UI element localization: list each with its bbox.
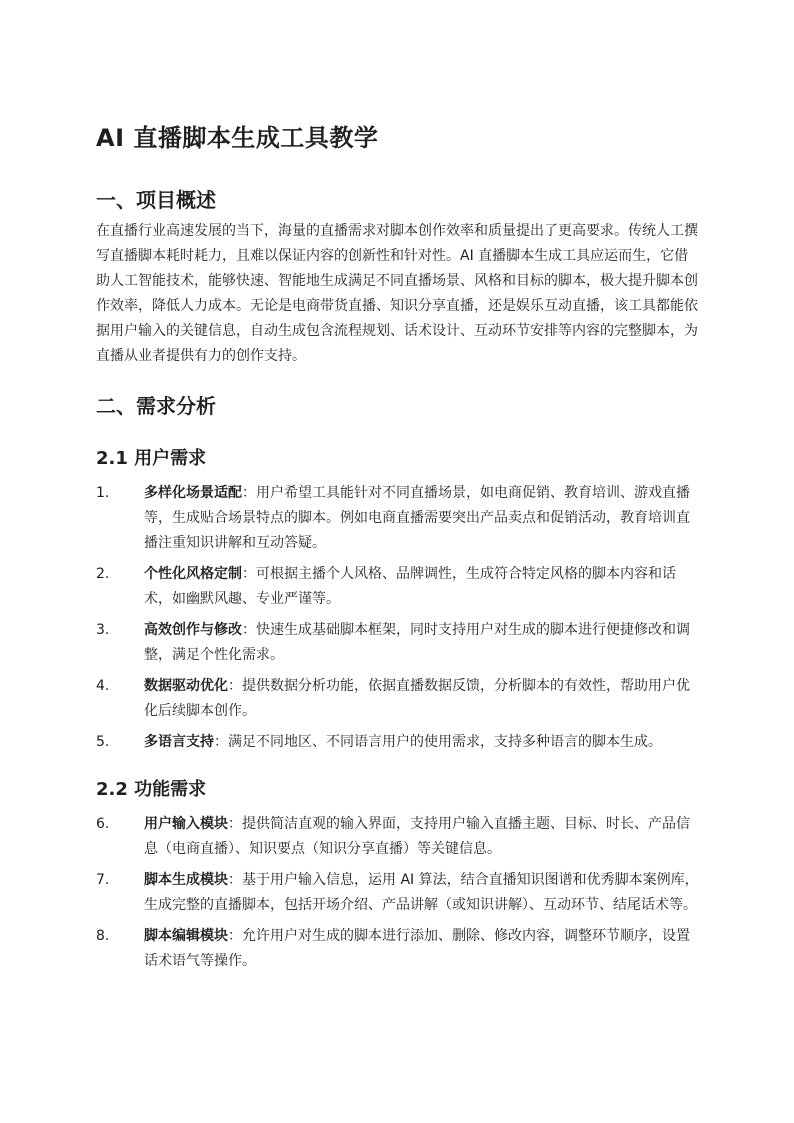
item-text: ：用户希望工具能针对不同直播场景，如电商促销、教育培训、游戏直播等，生成贴合场景特点的脚本。例如电商直播需要突出产品卖点和促销活动，教育培训直播注重知识讲解和互动答疑。	[144, 485, 690, 551]
list-item	[96, 868, 700, 918]
item-text: ：基于用户输入信息，运用 AI 算法，结合直播知识图谱和优秀脚本案例库，生成完整的直播脚本，包括开场介绍、产品讲解（或知识讲解）、互动环节、结尾话术等。	[144, 872, 699, 913]
list-item	[96, 812, 700, 862]
list-item	[96, 481, 700, 556]
user-needs-list	[96, 481, 700, 761]
item-label: 多语言支持	[144, 734, 214, 750]
item-text: ：提供数据分析功能，依据直播数据反馈，分析脚本的有效性，帮助用户优化后续脚本创作。	[144, 678, 690, 719]
item-text: ：满足不同地区、不同语言用户的使用需求，支持多种语言的脚本生成。	[214, 734, 662, 750]
item-number: 2.	[96, 566, 110, 582]
function-needs-list	[96, 812, 700, 980]
item-number: 1.	[96, 485, 110, 501]
item-number: 6.	[96, 816, 110, 832]
item-text: ：快速生成基础脚本框架，同时支持用户对生成的脚本进行便捷修改和调整，满足个性化需求。	[144, 622, 690, 663]
list-item	[96, 730, 700, 755]
item-number: 7.	[96, 872, 110, 888]
overview-paragraph: 在直播行业高速发展的当下，海量的直播需求对脚本创作效率和质量提出了更高要求。传统人工撰写直播脚本耗时耗力，且难以保证内容的创新性和针对性。AI 直播脚本生成工具应运而生，它借助人工智能技术，能够快速、智能地生成满足不同直播场景、风格和目标的脚本，极大提升脚本创作效率，降低人力成本。无论是电商带货直播、知识分享直播，还是娱乐互动直播，该工具都能依据用户输入的关键信息，自动生成包含流程规划、话术设计、互动环节安排等内容的完整脚本，为直播从业者提供有力的创作支持。	[96, 223, 698, 364]
subsection-heading-user-needs: 2.1 用户需求	[96, 448, 207, 469]
document-title: AI 直播脚本生成工具教学	[96, 124, 379, 152]
item-label: 数据驱动优化	[144, 678, 228, 694]
item-label: 用户输入模块	[144, 816, 228, 832]
item-label: 脚本生成模块	[144, 872, 228, 888]
section-heading-requirements: 二、需求分析	[96, 394, 216, 418]
section-heading-overview: 一、项目概述	[96, 188, 216, 212]
item-label: 多样化场景适配	[144, 485, 242, 501]
list-item	[96, 924, 700, 974]
list-item	[96, 562, 700, 612]
item-number: 5.	[96, 734, 110, 750]
item-text: ：允许用户对生成的脚本进行添加、删除、修改内容，调整环节顺序，设置话术语气等操作。	[144, 928, 690, 969]
item-label: 高效创作与修改	[144, 622, 242, 638]
item-number: 4.	[96, 678, 110, 694]
item-number: 3.	[96, 622, 110, 638]
list-item	[96, 674, 700, 724]
item-label: 脚本编辑模块	[144, 928, 228, 944]
item-text: ：可根据主播个人风格、品牌调性，生成符合特定风格的脚本内容和话术，如幽默风趣、专业严谨等。	[144, 566, 676, 607]
list-item	[96, 618, 700, 668]
item-text: ：提供简洁直观的输入界面，支持用户输入直播主题、目标、时长、产品信息（电商直播）、知识要点（知识分享直播）等关键信息。	[144, 816, 690, 857]
item-number: 8.	[96, 928, 110, 944]
subsection-heading-function-needs: 2.2 功能需求	[96, 779, 207, 800]
item-label: 个性化风格定制	[144, 566, 242, 582]
